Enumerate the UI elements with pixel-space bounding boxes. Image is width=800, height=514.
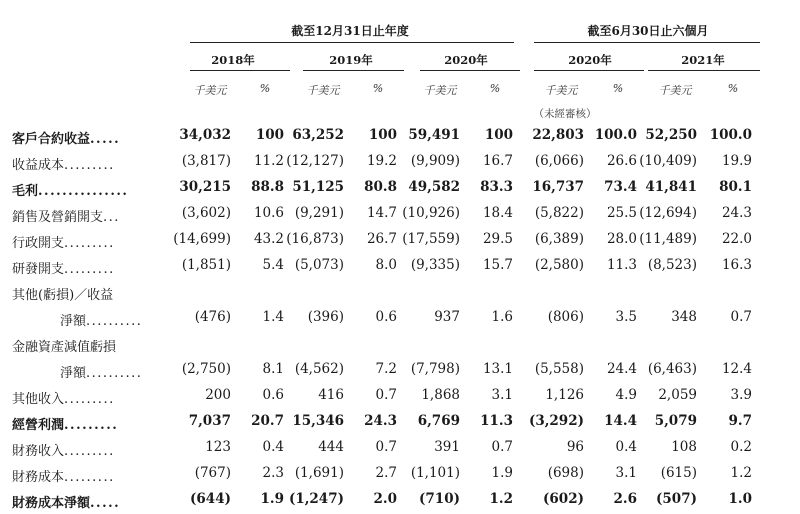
- cell-percent: 3.9: [730, 387, 752, 403]
- cell-amount: 108: [671, 439, 697, 455]
- cell-amount: (3,817): [181, 153, 231, 169]
- row-leader-dots: .........: [64, 470, 115, 485]
- row-label: [12, 440, 115, 459]
- cell-amount: 59,491: [408, 127, 460, 143]
- cell-amount: 63,252: [292, 127, 344, 143]
- cell-percent: 0.6: [262, 387, 284, 403]
- cell-percent: 24.3: [364, 413, 397, 429]
- cell-percent: 80.1: [719, 179, 752, 195]
- cell-amount: 51,125: [292, 179, 344, 195]
- year-header: 2018年: [211, 53, 255, 67]
- cell-percent: 73.4: [604, 179, 637, 195]
- cell-percent: 29.5: [482, 231, 513, 247]
- cell-amount: (2,750): [181, 361, 231, 377]
- cell-amount: (12,127): [286, 153, 344, 169]
- cell-percent: 0.7: [730, 309, 752, 325]
- cell-amount: (396): [307, 309, 344, 325]
- rule-group-halfyear: [534, 42, 760, 43]
- cell-amount: 1,868: [421, 387, 460, 403]
- year-header: 2020年: [568, 53, 612, 67]
- cell-amount: (14,699): [173, 231, 231, 247]
- unit-amount: 千美元: [193, 84, 227, 97]
- row-label-text: 經營利潤: [12, 418, 65, 433]
- cell-amount: 6,769: [417, 413, 460, 429]
- cell-percent: 8.1: [262, 361, 284, 377]
- cell-amount: 96: [566, 439, 584, 455]
- cell-amount: (17,559): [402, 231, 460, 247]
- cell-amount: 22,803: [532, 127, 584, 143]
- cell-amount: (9,335): [410, 257, 460, 273]
- unit-percent: %: [612, 82, 624, 95]
- cell-amount: (7,798): [410, 361, 460, 377]
- cell-amount: (10,409): [639, 153, 697, 169]
- cell-percent: 16.7: [482, 153, 513, 169]
- header-group-annual: 截至12月31日止年度: [291, 24, 409, 38]
- row-leader-dots: .........: [64, 158, 115, 173]
- cell-percent: 10.6: [253, 205, 284, 221]
- year-header: 2021年: [681, 53, 725, 67]
- rule-year: [420, 70, 520, 71]
- row-label-text: 財務成本淨額: [12, 496, 91, 511]
- cell-percent: 12.4: [721, 361, 752, 377]
- row-leader-dots: ...............: [38, 184, 129, 199]
- cell-amount: (644): [190, 491, 231, 507]
- cell-percent: 14.7: [366, 205, 397, 221]
- row-leader-dots: .........: [64, 392, 115, 407]
- row-label: [12, 206, 120, 225]
- cell-amount: 7,037: [188, 413, 231, 429]
- row-leader-dots: .....: [90, 496, 121, 511]
- row-label-text: 淨額: [60, 314, 87, 329]
- cell-amount: 123: [205, 439, 231, 455]
- cell-percent: 1.4: [262, 309, 284, 325]
- cell-percent: 2.7: [375, 465, 397, 481]
- rule-group-annual: [190, 42, 514, 43]
- row-leader-dots: ...: [103, 210, 120, 225]
- cell-amount: 15,346: [292, 413, 344, 429]
- row-label: [60, 362, 142, 381]
- cell-percent: 1.2: [730, 465, 752, 481]
- unit-amount: 千美元: [658, 84, 692, 97]
- cell-amount: (1,247): [288, 491, 344, 507]
- cell-percent: 100: [255, 127, 284, 143]
- row-label: [12, 284, 113, 303]
- cell-amount: (476): [194, 309, 231, 325]
- cell-percent: 11.2: [253, 153, 284, 169]
- row-label: [12, 180, 128, 199]
- row-label-text: 銷售及營銷開支: [12, 210, 104, 225]
- cell-percent: 28.0: [606, 231, 637, 247]
- cell-percent: 0.6: [375, 309, 397, 325]
- cell-percent: 0.4: [615, 439, 637, 455]
- cell-percent: 7.2: [375, 361, 397, 377]
- unaudited-note: （未經審核）: [533, 108, 597, 120]
- cell-amount: (5,073): [294, 257, 344, 273]
- cell-amount: (1,851): [181, 257, 231, 273]
- rule-year: [648, 70, 760, 71]
- unit-amount: 千美元: [306, 84, 340, 97]
- cell-percent: 20.7: [251, 413, 284, 429]
- cell-percent: 24.4: [606, 361, 637, 377]
- row-label: [12, 154, 115, 173]
- cell-amount: (10,926): [402, 205, 460, 221]
- cell-percent: 1.0: [728, 491, 752, 507]
- row-label-text: 金融資產減值虧損: [12, 340, 117, 355]
- cell-percent: 26.7: [366, 231, 397, 247]
- unit-percent: %: [259, 82, 271, 95]
- header-group-halfyear: 截至6月30日止六個月: [587, 24, 709, 38]
- row-label: [12, 232, 115, 251]
- row-label: [12, 388, 115, 407]
- cell-percent: 100.0: [709, 127, 752, 143]
- cell-percent: 100.0: [594, 127, 637, 143]
- cell-amount: (507): [656, 491, 697, 507]
- cell-amount: (5,558): [534, 361, 584, 377]
- cell-percent: 11.3: [480, 413, 513, 429]
- rule-year: [534, 70, 644, 71]
- cell-percent: 13.1: [482, 361, 513, 377]
- cell-amount: 5,079: [654, 413, 697, 429]
- row-label: [12, 336, 116, 355]
- cell-percent: 3.1: [615, 465, 637, 481]
- row-label-text: 淨額: [60, 366, 87, 381]
- row-label: [12, 466, 115, 485]
- unit-percent: %: [372, 82, 384, 95]
- cell-percent: 88.8: [251, 179, 284, 195]
- cell-percent: 43.2: [253, 231, 284, 247]
- cell-amount: (9,909): [410, 153, 460, 169]
- cell-amount: (6,066): [534, 153, 584, 169]
- cell-percent: 16.3: [721, 257, 752, 273]
- cell-percent: 100: [484, 127, 513, 143]
- row-label: [12, 492, 120, 511]
- row-leader-dots: ..........: [86, 366, 143, 381]
- cell-percent: 9.7: [728, 413, 752, 429]
- cell-amount: (3,602): [181, 205, 231, 221]
- cell-amount: (9,291): [294, 205, 344, 221]
- year-header: 2019年: [329, 53, 373, 67]
- cell-amount: (710): [419, 491, 460, 507]
- cell-percent: 14.4: [604, 413, 637, 429]
- row-label: [12, 128, 120, 147]
- cell-percent: 3.1: [491, 387, 513, 403]
- cell-amount: 41,841: [645, 179, 697, 195]
- cell-amount: (4,562): [294, 361, 344, 377]
- cell-amount: (2,580): [534, 257, 584, 273]
- cell-percent: 19.2: [366, 153, 397, 169]
- cell-amount: (698): [547, 465, 584, 481]
- cell-amount: (6,463): [647, 361, 697, 377]
- cell-percent: 0.2: [730, 439, 752, 455]
- cell-amount: 1,126: [545, 387, 584, 403]
- cell-percent: 1.9: [491, 465, 513, 481]
- cell-percent: 0.7: [375, 387, 397, 403]
- row-label: [60, 310, 142, 329]
- cell-percent: 3.5: [615, 309, 637, 325]
- cell-percent: 15.7: [482, 257, 513, 273]
- cell-amount: 49,582: [408, 179, 460, 195]
- row-label-text: 財務成本: [12, 470, 65, 485]
- cell-amount: 444: [318, 439, 344, 455]
- cell-amount: (12,694): [639, 205, 697, 221]
- unit-amount: 千美元: [423, 84, 457, 97]
- row-label-text: 客戶合約收益: [12, 132, 91, 147]
- cell-percent: 80.8: [364, 179, 397, 195]
- cell-amount: 2,059: [658, 387, 697, 403]
- row-label-text: 財務收入: [12, 444, 65, 459]
- cell-percent: 2.6: [613, 491, 637, 507]
- cell-amount: 34,032: [179, 127, 231, 143]
- cell-percent: 8.0: [375, 257, 397, 273]
- cell-amount: 391: [434, 439, 460, 455]
- row-label: [12, 414, 118, 433]
- cell-amount: 52,250: [645, 127, 697, 143]
- cell-amount: (6,389): [534, 231, 584, 247]
- cell-amount: (806): [547, 309, 584, 325]
- cell-percent: 25.5: [606, 205, 637, 221]
- row-leader-dots: ..........: [86, 314, 143, 329]
- row-label-text: 其他收入: [12, 392, 65, 407]
- row-label-text: 行政開支: [12, 236, 65, 251]
- cell-percent: 0.7: [375, 439, 397, 455]
- cell-percent: 0.7: [491, 439, 513, 455]
- cell-amount: 200: [205, 387, 231, 403]
- cell-amount: (1,101): [410, 465, 460, 481]
- cell-amount: (615): [660, 465, 697, 481]
- unit-percent: %: [727, 82, 739, 95]
- cell-percent: 2.0: [373, 491, 397, 507]
- row-leader-dots: .........: [64, 418, 119, 433]
- cell-percent: 26.6: [606, 153, 637, 169]
- cell-amount: 30,215: [179, 179, 231, 195]
- cell-percent: 4.9: [615, 387, 637, 403]
- rule-year: [303, 70, 404, 71]
- cell-amount: (1,691): [294, 465, 344, 481]
- cell-percent: 11.3: [606, 257, 637, 273]
- unit-percent: %: [489, 82, 501, 95]
- cell-percent: 24.3: [721, 205, 752, 221]
- cell-amount: 16,737: [532, 179, 584, 195]
- cell-percent: 100: [368, 127, 397, 143]
- rule-year: [190, 70, 290, 71]
- cell-amount: (767): [194, 465, 231, 481]
- cell-amount: 348: [671, 309, 697, 325]
- cell-amount: (8,523): [647, 257, 697, 273]
- cell-amount: 416: [318, 387, 344, 403]
- row-leader-dots: .........: [64, 444, 115, 459]
- cell-percent: 2.3: [262, 465, 284, 481]
- cell-percent: 83.3: [480, 179, 513, 195]
- cell-percent: 19.9: [721, 153, 752, 169]
- cell-percent: 22.0: [721, 231, 752, 247]
- cell-amount: (11,489): [639, 231, 697, 247]
- row-label-text: 研發開支: [12, 262, 65, 277]
- cell-percent: 1.9: [260, 491, 284, 507]
- row-leader-dots: .....: [90, 132, 121, 147]
- row-label-text: 其他(虧損)／收益: [12, 288, 114, 303]
- unit-amount: 千美元: [544, 84, 578, 97]
- cell-amount: 937: [434, 309, 460, 325]
- cell-percent: 1.2: [489, 491, 513, 507]
- cell-percent: 1.6: [491, 309, 513, 325]
- cell-percent: 0.4: [262, 439, 284, 455]
- row-label-text: 毛利: [12, 184, 39, 199]
- cell-amount: (16,873): [286, 231, 344, 247]
- row-leader-dots: .........: [64, 262, 115, 277]
- cell-percent: 5.4: [262, 257, 284, 273]
- row-label-text: 收益成本: [12, 158, 65, 173]
- cell-amount: (5,822): [534, 205, 584, 221]
- year-header: 2020年: [444, 53, 488, 67]
- row-leader-dots: .........: [64, 236, 115, 251]
- cell-amount: (3,292): [528, 413, 584, 429]
- cell-amount: (602): [543, 491, 584, 507]
- cell-percent: 18.4: [482, 205, 513, 221]
- row-label: [12, 258, 115, 277]
